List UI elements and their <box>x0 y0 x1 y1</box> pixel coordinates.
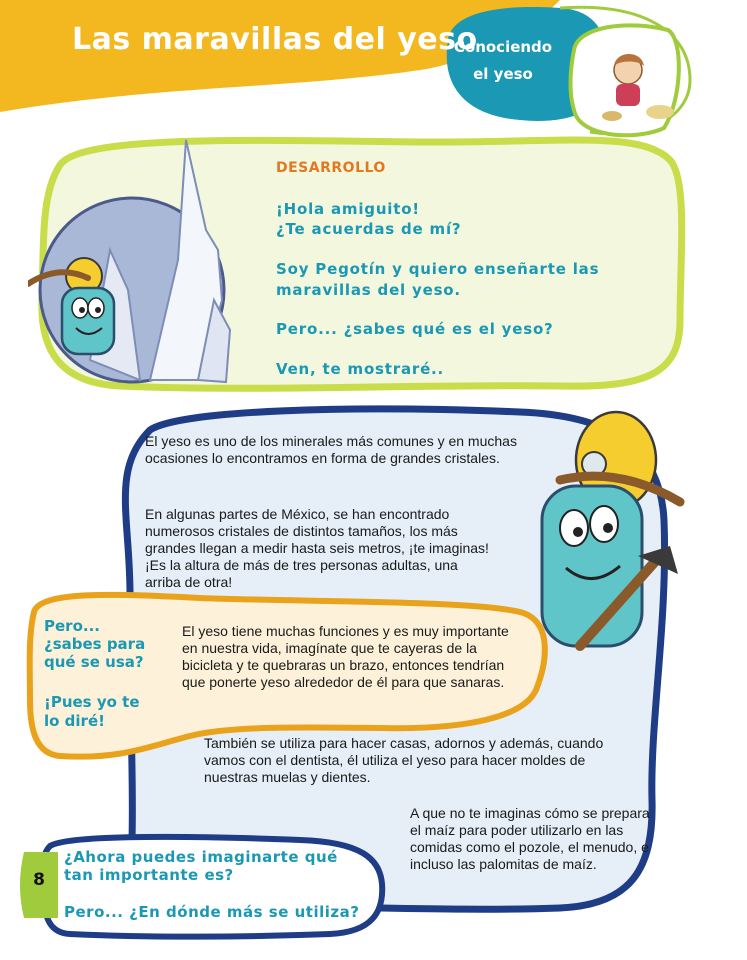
callout-question-line: Pero... <box>44 617 100 635</box>
intro-line: ¿Te acuerdas de mí? <box>276 220 462 238</box>
intro-line: Soy Pegotín y quiero enseñarte las <box>276 260 600 278</box>
badge-line-2: el yeso <box>473 65 533 83</box>
callout-question-line: ¡Pues yo te <box>44 693 140 711</box>
badge-line-1: Conociendo <box>453 38 553 56</box>
body-paragraph-3: El yeso tiene muchas funciones y es muy importante en nuestra vida, imagínate que te cayeras de la bicicleta y te quebraras un brazo, entonces tendrían que ponerte yeso alrededor de él para que sanaras. <box>182 623 509 690</box>
body-paragraph-1: El yeso es uno de los minerales más comunes y en muchas ocasiones lo encontramos en forma de grandes cristales. <box>145 433 517 466</box>
page-title: Las maravillas del yeso <box>72 22 478 57</box>
bottom-question-line: Pero... ¿En dónde más se utiliza? <box>64 903 360 921</box>
callout-question-line: qué se usa? <box>44 653 144 671</box>
intro-line: maravillas del yeso. <box>276 281 461 299</box>
intro-heading: DESARROLLO <box>276 160 386 176</box>
page-number: 8 <box>33 870 45 890</box>
bottom-question-line: ¿Ahora puedes imaginarte qué <box>64 848 338 866</box>
section-badge <box>450 34 556 88</box>
intro-line: Pero... ¿sabes qué es el yeso? <box>276 320 554 338</box>
callout-question-line: ¿sabes para <box>44 635 146 653</box>
pegotin-mascot-small <box>28 244 138 364</box>
bottom-question-line: tan importante es? <box>64 866 234 884</box>
intro-line: ¡Hola amiguito! <box>276 200 420 218</box>
callout-question-line: lo diré! <box>44 712 105 730</box>
body-paragraph-2: En algunas partes de México, se han encontrado numerosos cristales de distintos tamaños, los más grandes llegan a medir hasta seis metros, ¡te imaginas! ¡Es la altura de más de tres personas adultas, una arriba de otra! <box>145 506 489 590</box>
body-paragraph-5: A que no te imaginas cómo se prepara el maíz para poder utilizarlo en las comidas como el pozole, el menudo, e incluso las palomitas de maíz. <box>410 805 650 872</box>
intro-line: Ven, te mostraré.. <box>276 360 445 378</box>
girl-illustration <box>568 20 686 138</box>
body-paragraph-4: También se utiliza para hacer casas, adornos y además, cuando vamos con el dentista, él utiliza el yeso para hacer moldes de nuestras muelas y dientes. <box>204 735 604 785</box>
